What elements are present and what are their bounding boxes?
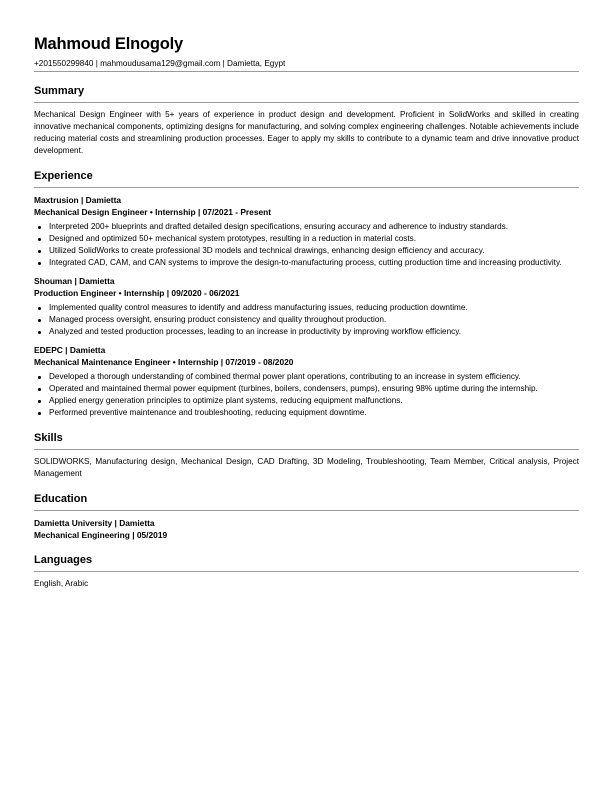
languages-text: English, Arabic: [34, 579, 89, 588]
job-bullets: [34, 221, 579, 269]
education-degree: Mechanical Engineering | 05/2019: [34, 530, 168, 540]
job-company: Shouman | Damietta: [34, 276, 115, 286]
bullet-item: [34, 221, 579, 233]
job-company: Maxtrusion | Damietta: [34, 195, 122, 205]
bullet-item: [34, 326, 579, 338]
bullet-text: Integrated CAD, CAM, and CAN systems to improve the design-to-manufacturing process, cutting production time and increasing productivity.: [49, 258, 562, 267]
bullet-text: Developed a thorough understanding of combined thermal power plant operations, contributing to an increase in system efficiency.: [49, 372, 521, 381]
bullet-icon: [38, 262, 41, 265]
summary-text: Mechanical Design Engineer with 5+ years of experience in product design and development. Proficient in SolidWorks and skilled in creating innovative mechanical components, optimizing designs for manufacturing, and solving complex engineering challenges. Notable achievements include reducing material costs and streamlining production processes. Eager to apply my skills to contribute to a dynamic team and drive innovative product development.: [34, 110, 579, 155]
bullet-icon: [38, 238, 41, 241]
bullet-icon: [38, 412, 41, 415]
job-role: Production Engineer • Internship | 09/2020 - 06/2021: [34, 288, 240, 298]
bullet-item: [34, 245, 579, 257]
job-bullets: [34, 302, 579, 338]
bullet-icon: [38, 226, 41, 229]
bullet-text: Managed process oversight, ensuring product consistency and quality throughout production.: [49, 315, 387, 324]
bullet-icon: [38, 331, 41, 334]
bullet-icon: [38, 250, 41, 253]
education-heading: Education: [34, 492, 579, 511]
job-company: EDEPC | Damietta: [34, 345, 106, 355]
summary-heading: Summary: [34, 84, 579, 103]
bullet-text: Applied energy generation principles to optimize plant systems, reducing equipment malfunctions.: [49, 396, 403, 405]
bullet-icon: [38, 388, 41, 391]
languages-section: [34, 553, 579, 590]
bullet-item: [34, 233, 579, 245]
bullet-item: [34, 257, 579, 269]
contact-line: +201550299840 | mahmoudusama129@gmail.com | Damietta, Egypt: [34, 58, 579, 72]
experience-heading: Experience: [34, 169, 579, 188]
candidate-name: Mahmoud Elnogoly: [34, 35, 183, 53]
bullet-icon: [38, 319, 41, 322]
bullet-item: [34, 407, 579, 419]
job-entry: [34, 275, 579, 338]
bullet-text: Analyzed and tested production processes, leading to an increase in productivity by improving workflow efficiency.: [49, 327, 462, 336]
skills-heading: Skills: [34, 431, 579, 450]
job-entry: [34, 194, 579, 269]
bullet-icon: [38, 376, 41, 379]
skills-text: SOLIDWORKS, Manufacturing design, Mechanical Design, CAD Drafting, 3D Modeling, Troubleshooting, Team Member, Critical analysis, Project Management: [34, 457, 579, 478]
bullet-text: Interpreted 200+ blueprints and drafted detailed design specifications, ensuring accuracy and adherence to industry standards.: [49, 222, 509, 231]
education-section: [34, 492, 579, 541]
bullet-text: Utilized SolidWorks to create professional 3D models and technical drawings, enhancing design efficiency and accuracy.: [49, 246, 485, 255]
job-bullets: [34, 371, 579, 419]
skills-section: [34, 431, 579, 480]
bullet-text: Implemented quality control measures to identify and address manufacturing issues, reducing production downtime.: [49, 303, 468, 312]
education-school: Damietta University | Damietta: [34, 518, 155, 528]
languages-heading: Languages: [34, 553, 579, 572]
bullet-item: [34, 395, 579, 407]
bullet-text: Performed preventive maintenance and troubleshooting, reducing equipment downtime.: [49, 408, 367, 417]
bullet-item: [34, 302, 579, 314]
bullet-item: [34, 314, 579, 326]
bullet-icon: [38, 307, 41, 310]
job-role: Mechanical Maintenance Engineer • Internship | 07/2019 - 08/2020: [34, 357, 294, 367]
experience-section: [34, 169, 579, 419]
bullet-text: Operated and maintained thermal power equipment (turbines, boilers, condensers, pumps), ensuring 98% uptime during the internship.: [49, 384, 538, 393]
job-role: Mechanical Design Engineer • Internship | 07/2021 - Present: [34, 207, 272, 217]
bullet-item: [34, 371, 579, 383]
resume-page: [34, 34, 579, 590]
job-entry: [34, 344, 579, 419]
bullet-icon: [38, 400, 41, 403]
bullet-text: Designed and optimized 50+ mechanical system prototypes, resulting in a reduction in material costs.: [49, 234, 417, 243]
bullet-item: [34, 383, 579, 395]
